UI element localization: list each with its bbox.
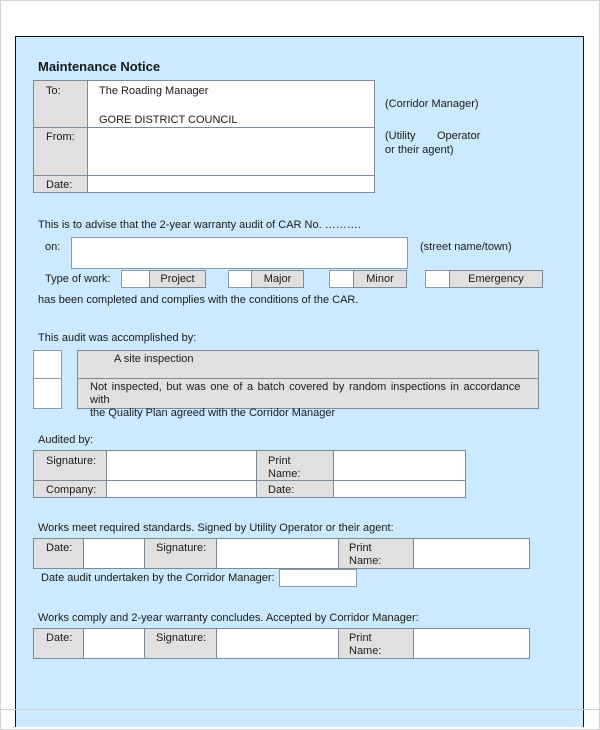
to-line-1: The Roading Manager (99, 85, 209, 97)
accomplished-heading: This audit was accomplished by: (38, 332, 197, 344)
to-label: To: (46, 85, 61, 97)
audited-print-name-label (268, 455, 300, 481)
corridor-print-name-field[interactable] (414, 629, 529, 658)
audited-signature-field[interactable] (107, 451, 256, 480)
utility-date-field[interactable] (84, 539, 144, 568)
utility-signature-label: Signature: (156, 542, 207, 554)
emergency-checkbox[interactable] (425, 270, 450, 288)
from-field[interactable] (88, 128, 374, 175)
date-label: Date: (46, 179, 73, 191)
utility-signature-field[interactable] (217, 539, 338, 568)
utility-operator-note-line-1: (Utility Operator (385, 130, 481, 142)
print-label-line-1: Print (349, 542, 372, 554)
utility-date-label: Date: (46, 542, 73, 554)
print-label-line-2: Name: (349, 645, 382, 657)
audited-by-heading: Audited by: (38, 434, 94, 446)
audited-by-table (33, 450, 466, 498)
minor-option[interactable]: Minor (353, 270, 407, 288)
project-checkbox[interactable] (121, 270, 150, 288)
site-inspection-option[interactable] (77, 350, 539, 379)
batch-inspection-label-line-2: the Quality Plan agreed with the Corridor Manager (90, 407, 336, 419)
corridor-signature-label: Signature: (156, 632, 207, 644)
completion-statement: has been completed and complies with the conditions of the CAR. (38, 294, 359, 306)
street-field[interactable] (71, 237, 408, 269)
corridor-date-signoff-field[interactable] (84, 629, 144, 658)
address-table (33, 80, 375, 193)
page-title: Maintenance Notice (38, 59, 161, 74)
print-label-line-2: Name: (268, 468, 301, 480)
batch-inspection-option[interactable] (77, 378, 539, 419)
major-checkbox[interactable] (228, 270, 252, 288)
corridor-manager-note: (Corridor Manager) (385, 98, 479, 110)
batch-inspection-checkbox[interactable] (33, 378, 62, 409)
corridor-date-field[interactable] (279, 569, 357, 587)
utility-operator-note-line-2: or their agent) (385, 144, 454, 156)
type-of-work-label: Type of work: (45, 273, 111, 285)
advice-intro: This is to advise that the 2-year warranty audit of CAR No. ………. (38, 219, 361, 231)
audited-company-field[interactable] (107, 481, 256, 497)
document-page (15, 36, 584, 727)
corridor-date-label: Date audit undertaken by the Corridor Manager: (41, 572, 275, 584)
date-field[interactable] (88, 176, 374, 192)
utility-signoff-heading: Works meet required standards. Signed by Utility Operator or their agent: (38, 522, 394, 534)
project-option[interactable]: Project (149, 270, 206, 288)
audited-date-field[interactable] (334, 481, 465, 497)
utility-print-name-label (349, 542, 381, 568)
corridor-signature-field[interactable] (217, 629, 338, 658)
viewer-bottom-divider (0, 709, 600, 710)
print-label-line-1: Print (268, 455, 291, 467)
corridor-print-name-label (349, 632, 381, 658)
utility-print-name-field[interactable] (414, 539, 529, 568)
emergency-option[interactable]: Emergency (449, 270, 543, 288)
audited-signature-label: Signature: (46, 455, 97, 467)
to-line-2: GORE DISTRICT COUNCIL (99, 114, 238, 126)
audited-date-label: Date: (268, 484, 295, 496)
corridor-signoff-table (33, 628, 530, 659)
corridor-date-label-cell: Date: (46, 632, 73, 644)
street-name-note: (street name/town) (420, 241, 512, 253)
on-label: on: (45, 241, 61, 253)
print-label-line-1: Print (349, 632, 372, 644)
audited-company-label: Company: (46, 484, 97, 496)
from-label: From: (46, 131, 75, 143)
batch-inspection-label-line-1: Not inspected, but was one of a batch covered by random inspections in accordance with (90, 381, 521, 406)
print-label-line-2: Name: (349, 555, 382, 567)
utility-signoff-table (33, 538, 530, 569)
major-option[interactable]: Major (251, 270, 304, 288)
site-inspection-checkbox[interactable] (33, 350, 62, 379)
corridor-signoff-heading: Works comply and 2-year warranty concludes. Accepted by Corridor Manager: (38, 612, 419, 624)
minor-checkbox[interactable] (329, 270, 354, 288)
site-inspection-label: A site inspection (114, 353, 194, 365)
audited-print-name-field[interactable] (334, 451, 465, 480)
